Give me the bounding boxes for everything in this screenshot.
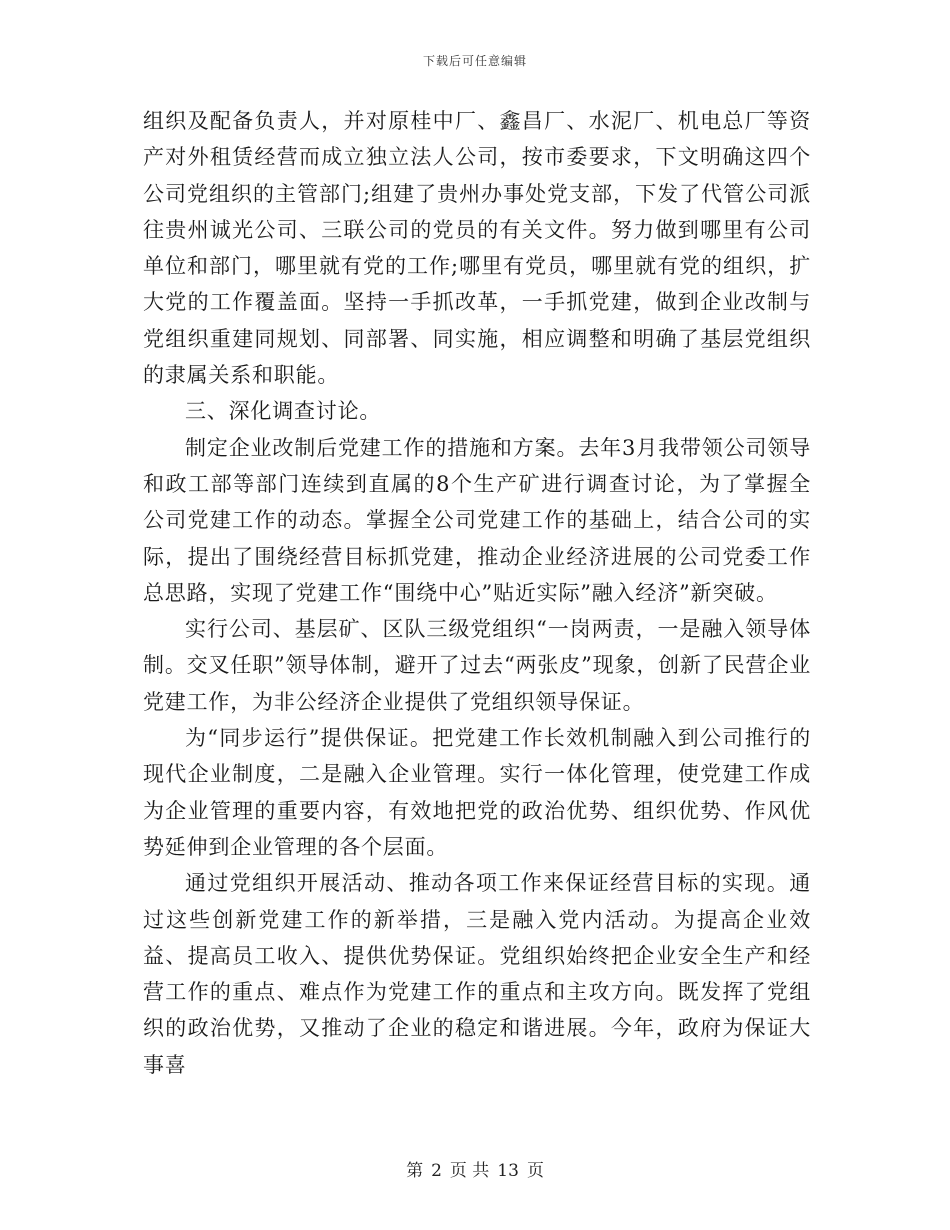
footer-prefix: 第 <box>406 1161 424 1181</box>
paragraph-1: 组织及配备负责人，并对原桂中厂、鑫昌厂、水泥厂、机电总厂等资产对外租赁经营而成立独立法人公司，按市委要求，下文明确这四个公司党组织的主管部门;组建了贵州办事处党支部，下发了代管公司派往贵州诚光公司、三联公司的党员的有关文件。努力做到哪里有公司单位和部门，哪里就有党的工作;哪里有党员，哪里就有党的组织，扩大党的工作覆盖面。坚持一手抓改革，一手抓党建，做到企业改制与党组织重建同规划、同部署、同实施，相应调整和明确了基层党组织的隶属关系和职能。 <box>143 109 811 388</box>
footer-page-number: 2 <box>431 1161 442 1181</box>
footer-middle: 页 共 <box>449 1161 490 1181</box>
paragraph-5: 通过党组织开展活动、推动各项工作来保证经营目标的实现。通过这些创新党建工作的新举措，三是融入党内活动。为提高企业效益、提高员工收入、提供优势保证。党组织始终把企业安全生产和经营工作的重点、难点作为党建工作的重点和主攻方向。既发挥了党组织的政治优势，又推动了企业的稳定和谐进展。今年，政府为保证大事喜 <box>143 871 811 1077</box>
page-footer <box>0 1156 950 1181</box>
page-header: 下载后可任意编辑 <box>422 54 527 68</box>
paragraph-3: 实行公司、基层矿、区队三级党组织“一岗两责，一是融入领导体制。交叉任职”领导体制，避开了过去“两张皮”现象，创新了民营企业党建工作，为非公经济企业提供了党组织领导保证。 <box>143 617 811 714</box>
footer-total-pages: 13 <box>497 1161 519 1181</box>
paragraph-2: 制定企业改制后党建工作的措施和方案。去年3月我带领公司领导和政工部等部门连续到直属的8个生产矿进行调查讨论，为了掌握全公司党建工作的动态。掌握全公司党建工作的基础上，结合公司的实际，提出了围绕经营目标抓党建，推动企业经济进展的公司党委工作总思路，实现了党建工作“围绕中心”贴近实际”融入经济”新突破。 <box>143 435 811 605</box>
paragraph-4: 为“同步运行”提供保证。把党建工作长效机制融入到公司推行的现代企业制度，二是融入企业管理。实行一体化管理，使党建工作成为企业管理的重要内容，有效地把党的政治优势、组织优势、作风优势延伸到企业管理的各个层面。 <box>143 726 811 859</box>
section-heading-3: 三、深化调查讨论。 <box>185 399 382 424</box>
footer-suffix: 页 <box>526 1161 544 1181</box>
document-body <box>143 103 811 1083</box>
